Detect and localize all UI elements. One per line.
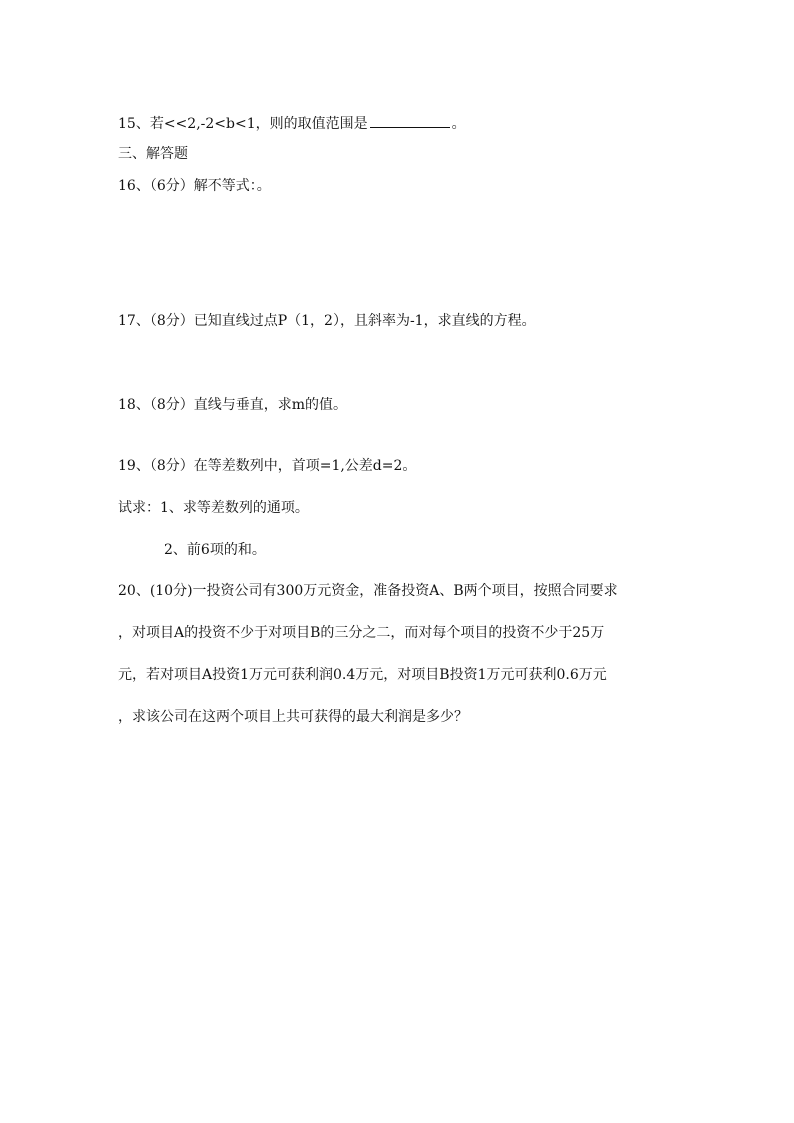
question-20-line1: 20、(10分)一投资公司有300万元资金，准备投资A、B两个项目，按照合同要求 [118, 583, 618, 599]
question-20-line4: ，求该公司在这两个项目上共可获得的最大利润是多少？ [118, 709, 468, 725]
question-18: 18、（8分）直线与垂直，求m的值。 [118, 397, 347, 413]
question-19-stem: 19、（8分）在等差数列中，首项=1,公差d=2。 [118, 458, 417, 474]
question-15-number: 15、 [118, 116, 150, 132]
section-3-heading: 三、解答题 [118, 146, 188, 162]
answer-blank[interactable] [370, 114, 450, 128]
question-15-text: 若<<2,-2<b<1，则的取值范围是 [149, 116, 368, 132]
question-19-sub1: 试求：1、求等差数列的通项。 [118, 500, 309, 516]
question-17: 17、（8分）已知直线过点P（1，2），且斜率为-1，求直线的方程。 [118, 313, 536, 329]
question-20-line3: 元，若对项目A投资1万元可获利润0.4万元，对项目B投资1万元可获利0.6万元 [118, 667, 607, 683]
question-16: 16、（6分）解不等式：。 [118, 178, 271, 194]
question-15-tail: 。 [451, 116, 466, 132]
question-15 [118, 114, 466, 133]
question-19-sub2: 2、前6项的和。 [164, 542, 266, 558]
question-20-line2: ，对项目A的投资不少于对项目B的三分之二，而对每个项目的投资不少于25万 [118, 625, 605, 641]
